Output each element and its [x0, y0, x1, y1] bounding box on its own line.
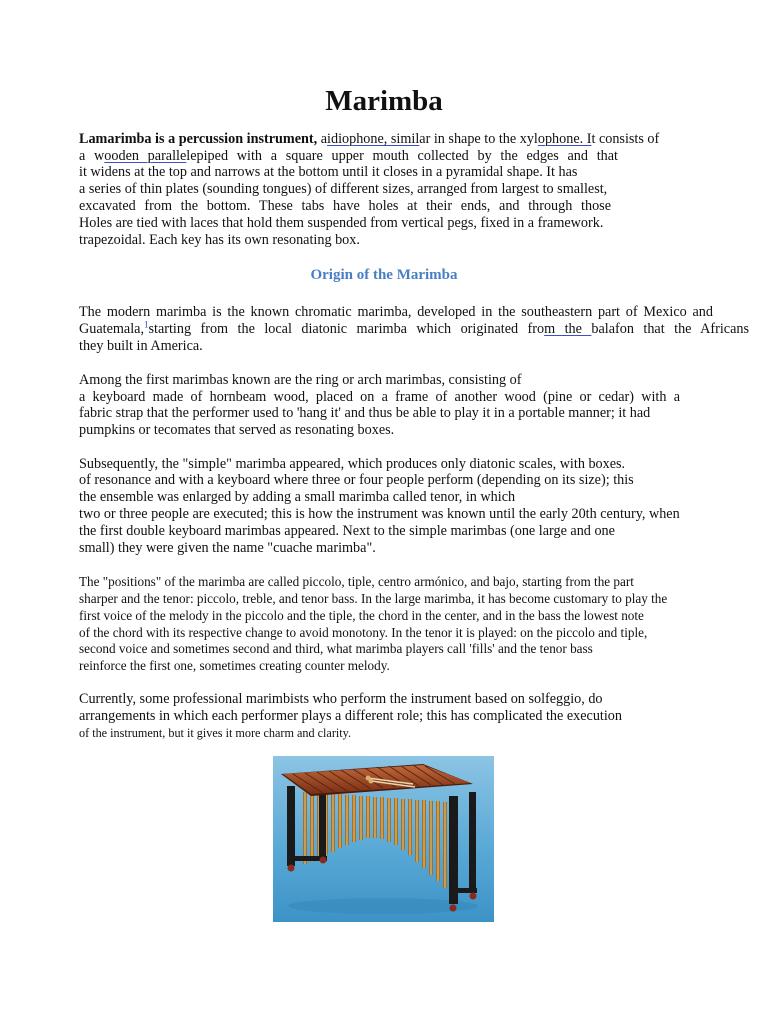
intro-line-1	[79, 131, 659, 148]
wooden-parallelepiped-link[interactable]: ooden paralle	[104, 148, 187, 164]
current-line-2: arrangements in which each performer plays a different role; this has complicated the execution	[79, 708, 622, 724]
origin-line-2	[79, 321, 749, 338]
simple-line-4: two or three people are executed; this is how the instrument was known until the early 20th century, when	[79, 506, 680, 522]
simple-line-6: small) they were given the name "cuache marimba".	[79, 540, 376, 556]
simple-line-2: of resonance and with a keyboard where three or four people perform (depending on its size); this	[79, 472, 634, 488]
intro-text: t consists of	[591, 131, 660, 147]
simple-line-3: the ensemble was enlarged by adding a small marimba called tenor, in which	[79, 489, 516, 505]
footnote-marker[interactable]: 1	[144, 319, 149, 330]
marimba-illustration	[273, 756, 494, 922]
balafon-link[interactable]: m the	[544, 321, 592, 337]
intro-line-7: trapezoidal. Each key has its own resonating box.	[79, 232, 360, 248]
origin-line-3: they built in America.	[79, 338, 203, 354]
intro-bold-lead: Lamarimba is a percussion instrument,	[79, 131, 321, 147]
ring-line-2: a keyboard made of hornbeam wood, placed on a frame of another wood (pine or cedar) with a	[79, 389, 680, 405]
positions-line-6: reinforce the first one, sometimes creating counter melody.	[79, 658, 390, 673]
origin-text: Guatemala,	[79, 321, 144, 337]
ring-line-3: fabric strap that the performer used to 'hang it' and thus be able to play it in a portable manner; it had	[79, 405, 651, 421]
origin-text: starting from the local diatonic marimba which originated fro	[148, 321, 545, 337]
positions-line-3: first voice of the melody in the piccolo and the tiple, the chord in the center, and in the bass the lowest note	[79, 608, 644, 623]
intro-text: lepiped with a square upper mouth collected by the edges and that	[186, 148, 618, 164]
xylophone-link[interactable]: ophone. I	[537, 131, 592, 147]
keyboard-bars	[281, 764, 473, 796]
ring-line-4: pumpkins or tecomates that served as resonating boxes.	[79, 422, 395, 438]
positions-line-5: second voice and sometimes second and third, what marimba players call 'fills' and the tenor bass	[79, 641, 593, 656]
simple-line-5: the first double keyboard marimbas appeared. Next to the simple marimbas (one large and one	[79, 523, 615, 539]
simple-line-1: Subsequently, the "simple" marimba appeared, which produces only diatonic scales, with boxes.	[79, 456, 626, 472]
positions-line-1: The "positions" of the marimba are called piccolo, tiple, centro armónico, and bajo, starting from the part	[79, 574, 634, 589]
marimba-photo	[273, 756, 494, 922]
intro-line-5: excavated from the bottom. These tabs have holes at their ends, and through those	[79, 198, 611, 214]
positions-line-4: of the chord with its respective change to avoid monotony. In the tenor it is played: on the piccolo and tiple,	[79, 625, 648, 640]
intro-line-3: it widens at the top and narrows at the bottom until it closes in a pyramidal shape. It has	[79, 164, 578, 180]
intro-text: a	[320, 131, 328, 147]
intro-text: a w	[79, 148, 105, 164]
idiophone-link[interactable]: idiophone, simil	[327, 131, 420, 147]
intro-line-2	[79, 148, 618, 165]
positions-line-2: sharper and the tenor: piccolo, treble, and tenor bass. In the large marimba, it has become customary to play the	[79, 591, 668, 606]
ring-line-1: Among the first marimbas known are the ring or arch marimbas, consisting of	[79, 372, 522, 388]
origin-text: balafon that the Africans	[591, 321, 749, 337]
intro-line-6: Holes are tied with laces that hold them suspended from vertical pegs, fixed in a framework.	[79, 215, 604, 231]
current-line-3: of the instrument, but it gives it more charm and clarity.	[79, 726, 352, 740]
intro-text: ar in shape to the xyl	[419, 131, 538, 147]
current-line-1: Currently, some professional marimbists who perform the instrument based on solfeggio, do	[79, 691, 603, 707]
intro-line-4: a series of thin plates (sounding tongues) of different sizes, arranged from largest to smallest,	[79, 181, 608, 197]
section-heading: Origin of the Marimba	[310, 267, 458, 283]
origin-line-1: The modern marimba is the known chromatic marimba, developed in the southeastern part of Mexico and	[79, 304, 713, 320]
page-title: Marimba	[325, 85, 443, 117]
